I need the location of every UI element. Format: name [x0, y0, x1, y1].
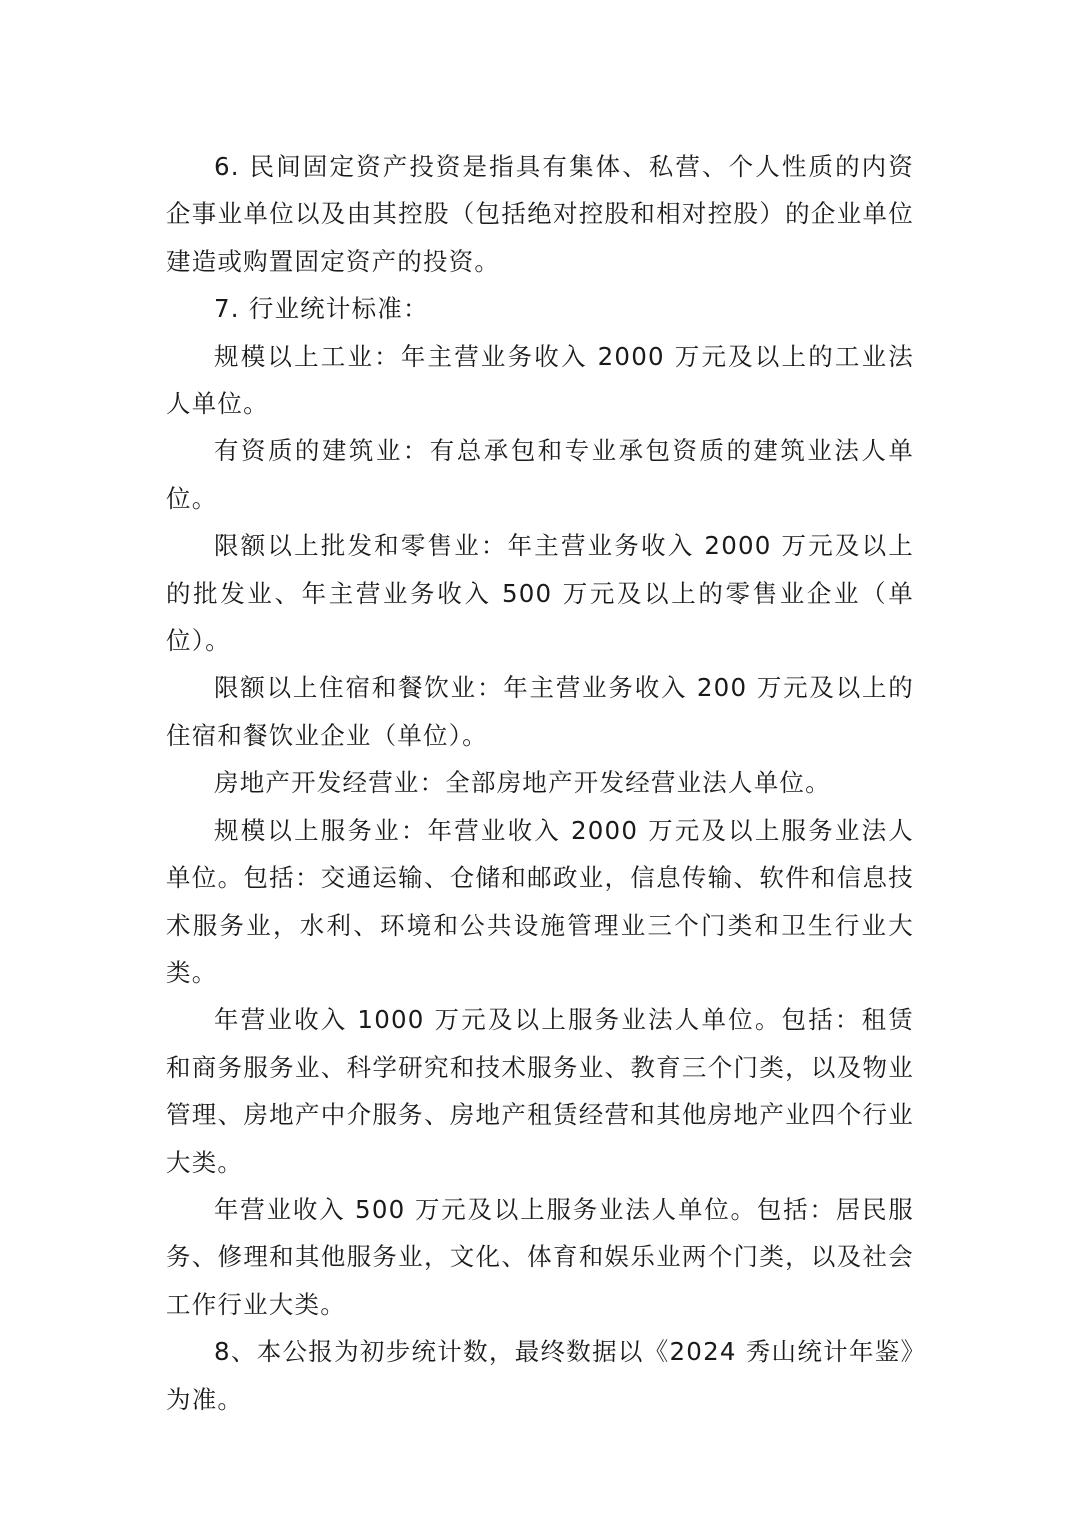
note-6-private-investment: 6. 民间固定资产投资是指具有集体、私营、个人性质的内资企事业单位以及由其控股（包括绝对控股和相对控股）的企业单位建造或购置固定资产的投资。	[166, 152, 914, 276]
note-8-preliminary-data: 8、本公报为初步统计数，最终数据以《2024 秀山统计年鉴》为准。	[166, 1337, 914, 1414]
standard-construction: 有资质的建筑业：有总承包和专业承包资质的建筑业法人单位。	[166, 436, 914, 513]
standard-services-500: 年营业收入 500 万元及以上服务业法人单位。包括：居民服务、修理和其他服务业，文化、体育和娱乐业两个门类，以及社会工作行业大类。	[166, 1194, 914, 1319]
standard-wholesale-retail: 限额以上批发和零售业：年主营业务收入 2000 万元及以上的批发业、年主营业务收入 500 万元及以上的零售业企业（单位）。	[166, 531, 914, 656]
standard-accommodation-catering: 限额以上住宿和餐饮业：年主营业务收入 200 万元及以上的住宿和餐饮业企业（单位）。	[166, 673, 914, 750]
standard-services-1000: 年营业收入 1000 万元及以上服务业法人单位。包括：租赁和商务服务业、科学研究和技术服务业、教育三个门类，以及物业管理、房地产中介服务、房地产租赁经营和其他房地产业四个行业大类。	[166, 1005, 914, 1177]
standard-industry: 规模以上工业：年主营业务收入 2000 万元及以上的工业法人单位。	[166, 341, 914, 419]
document-body	[166, 143, 914, 1423]
standard-real-estate: 房地产开发经营业：全部房地产开发经营业法人单位。	[214, 768, 831, 798]
standard-services-2000: 规模以上服务业：年营业收入 2000 万元及以上服务业法人单位。包括：交通运输、仓储和邮政业，信息传输、软件和信息技术服务业，水利、环境和公共设施管理业三个门类和卫生行业大类。	[166, 815, 914, 987]
note-7-industry-standards-heading: 7. 行业统计标准：	[214, 294, 429, 324]
